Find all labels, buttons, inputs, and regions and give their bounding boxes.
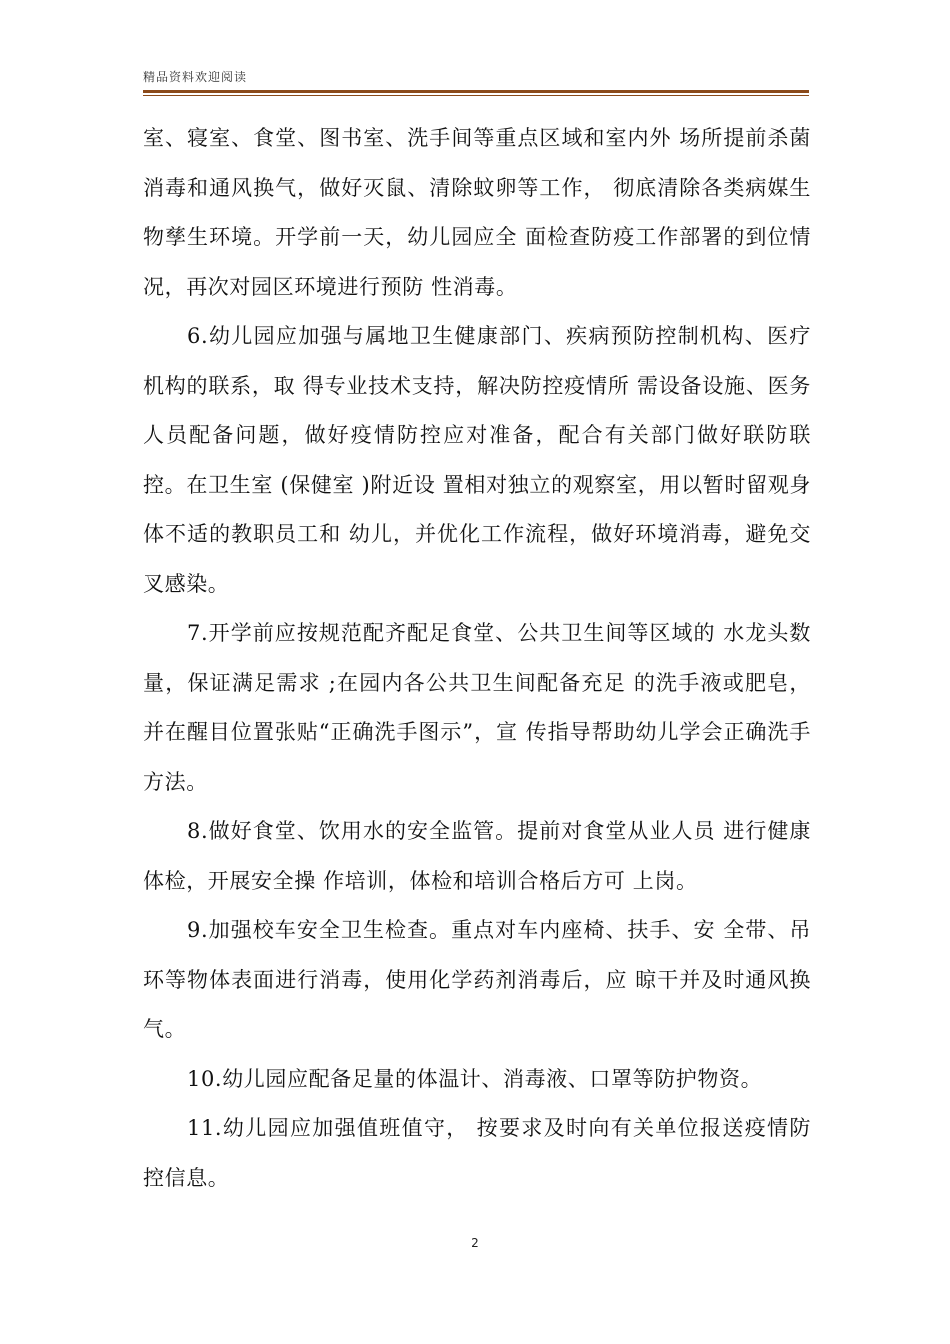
paragraph-item-6: 6.幼儿园应加强与属地卫生健康部门、疾病预防控制机构、医疗机构的联系，取 得专业技术支持，解决防控疫情所 需设备设施、医务人员配备问题，做好疫情防控应对准备，配合有关部门做好联防联控。在卫生室 (保健室 )附近设 置相对独立的观察室，用以暂时留观身体不适的教职员工和 幼儿，并优化工作流程，做好环境消毒，避免交叉感染。 — [143, 324, 811, 596]
paragraph-item-11: 11.幼儿园应加强值班值守， 按要求及时向有关单位报送疫情防控信息。 — [143, 1116, 811, 1190]
paragraph-item-7: 7.开学前应按规范配齐配足食堂、公共卫生间等区域的 水龙头数量，保证满足需求 ;在园内各公共卫生间配备充足 的洗手液或肥皂，并在醒目位置张贴“正确洗手图示”，宣 传指导帮助幼儿学会正确洗手方法。 — [143, 621, 811, 794]
document-body — [143, 114, 811, 1203]
paragraph-item-8: 8.做好食堂、饮用水的安全监管。提前对食堂从业人员 进行健康体检，开展安全操 作培训，体检和培训合格后方可 上岗。 — [143, 819, 811, 893]
paragraph-continued: 室、寝室、食堂、图书室、洗手间等重点区域和室内外 场所提前杀菌消毒和通风换气，做好灭鼠、清除蚊卵等工作， 彻底清除各类病媒生物孳生环境。开学前一天，幼儿园应全 面检查防疫工作部署的到位情况，再次对园区环境进行预防 性消毒。 — [143, 126, 811, 299]
header-rule-thick — [143, 90, 809, 93]
page-number: 2 — [471, 1236, 479, 1250]
header-rule-thin — [143, 95, 809, 96]
header-title: 精品资料欢迎阅读 — [143, 70, 248, 84]
paragraph-item-10: 10.幼儿园应配备足量的体温计、消毒液、口罩等防护物资。 — [187, 1066, 763, 1091]
page-header — [143, 70, 809, 96]
paragraph-item-9: 9.加强校车安全卫生检查。重点对车内座椅、扶手、安 全带、吊环等物体表面进行消毒，使用化学药剂消毒后，应 晾干并及时通风换气。 — [143, 918, 811, 1041]
